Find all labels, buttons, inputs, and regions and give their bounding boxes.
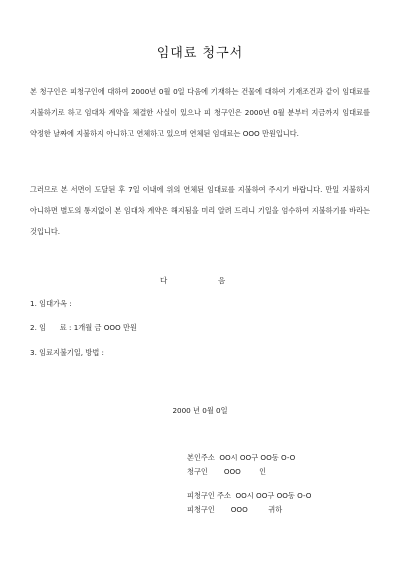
list-item-house: 1. 임대가옥 : — [30, 299, 72, 308]
recipient-address: 피청구인 주소 OO시 OO구 OO동 O-O — [187, 491, 312, 500]
heading-char-right: 음 — [218, 276, 226, 285]
recipient-name: 피청구인 OOO 귀하 — [187, 505, 283, 514]
document-date: 2000 년 0월 0일 — [172, 406, 228, 415]
list-item-rent: 2. 임 료 : 1개월 금 OOO 만원 — [30, 323, 137, 332]
sender-name: 청구인 OOO 인 — [187, 467, 267, 476]
heading-char-left: 다 — [160, 276, 168, 285]
body-paragraph-2: 그러므로 본 서면이 도달된 후 7일 이내에 위의 연체된 임대료를 지불하여 주시기 바랍니다. 만일 지불하지 아니하면 별도의 통지없이 본 임대차 계약은 해지됨을 미리 알려 드리니 기일을 엄수하여 지불하기를 바라는 것입니다. — [30, 185, 370, 236]
list-item-payment-date: 3. 임료지불기일, 방법 : — [30, 348, 104, 357]
sender-address: 본인주소 OO시 OO구 OO동 O-O — [187, 453, 296, 462]
document-title: 임대료 청구서 — [156, 46, 244, 61]
body-paragraph-1: 본 청구인은 피청구인에 대하여 2000년 0월 0일 다음에 기재하는 건물에 대하여 기재조건과 같이 임대료를 지불하기로 하고 임대차 계약을 체결한 사실이 있으나 피 청구인은 2000년 0월 분부터 지금까지 임대료를 약정한 날짜에 지불하지 아니하고 연체하고 있으며 연체된 임대료는 OOO 만원입니다. — [30, 87, 370, 138]
